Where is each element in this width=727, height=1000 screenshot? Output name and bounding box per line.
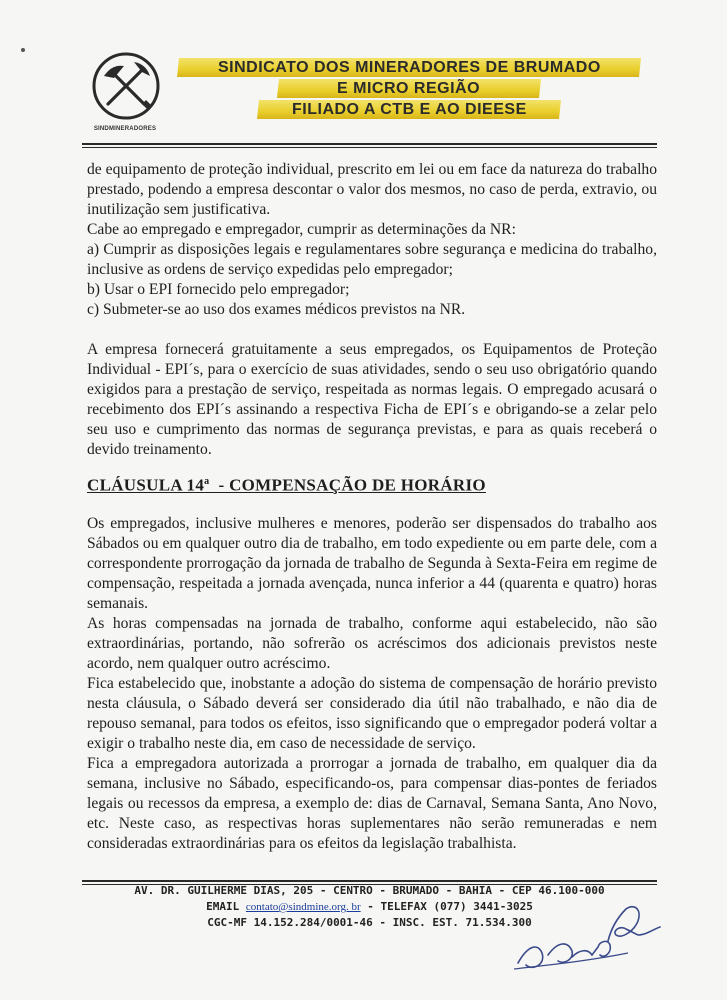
clause-heading: CLÁUSULA 14$^a$ - COMPENSAÇÃO DE HORÁRIO	[87, 475, 486, 495]
margin-dot	[21, 48, 25, 52]
paragraph: Cabe ao empregado e empregador, cumprir as determinações da NR:	[87, 221, 516, 238]
union-logo-icon	[90, 50, 162, 122]
logo-caption: SINDMINERADORES	[93, 126, 157, 132]
list-item: a) Cumprir as disposições legais e regulamentares sobre segurança e medicina do trabalho, inclusive as ordens de serviço expedidas pelo empregador;	[87, 241, 657, 278]
paragraph: As horas compensadas na jornada de trabalho, conforme aqui estabelecido, não são extraordinárias, portando, não sofrerão os acréscimos dos adicionais previstos neste acordo, nem qualquer outro acréscimo.	[87, 614, 657, 672]
list-item: b) Usar o EPI fornecido pelo empregador;	[87, 281, 350, 298]
header-rule	[82, 143, 657, 145]
paragraph: Fica estabelecido que, inobstante a adoção do sistema de compensação de horário previsto nesta cláusula, o Sábado deverá ser considerado dia útil não trabalhado, e não dia de repouso semanal, para todos os efeitos, isso significando que o empregador poderá voltar a exigir o trabalho neste dia, em caso de necessidade de serviço.	[87, 674, 657, 752]
letterhead	[82, 50, 642, 145]
header-line-1: SINDICATO DOS MINERADORES DE BRUMADO	[177, 58, 641, 77]
header-line-2: E MICRO REGIÃO	[277, 79, 541, 98]
union-name	[178, 58, 640, 119]
email-link[interactable]: contato@sindmine.org. br	[245, 901, 361, 913]
paragraph: A empresa fornecerá gratuitamente a seus empregados, os Equipamentos de Proteção Individual - EPI´s, para o exercício de suas atividades, sendo o seu uso obrigatório quando exigidos para a prestação de serviço, respeitada as normas legais. O empregado acusará o recebimento dos EPI´s assinando a respectiva Ficha de EPI´s e obrigando-se a zelar pelo seu uso e cumprimento das normas de segurança previstas, e para as quais receberá o devido treinamento.	[87, 341, 657, 458]
footer-contact: EMAIL contato@sindmine.org. br - TELEFAX (077) 3441-3025	[206, 900, 533, 913]
paragraph: de equipamento de proteção individual, prescrito em lei ou em face da natureza do trabalho prestado, podendo a empresa descontar o valor dos mesmos, no caso de perda, extravio, ou inutilização sem justificativa.	[87, 161, 657, 218]
list-item: c) Submeter-se ao uso dos exames médicos previstos na NR.	[87, 301, 466, 318]
header-rule-thin	[82, 147, 657, 148]
document-body	[87, 160, 657, 854]
header-line-3: FILIADO A CTB E AO DIEESE	[257, 100, 561, 119]
paragraph: Fica a empregadora autorizada a prorrogar a jornada de trabalho, em qualquer dia da semana, inclusive no Sábado, especificando-os, para compensar dias-pontes de feriados legais ou recessos da empresa, a exemplo de: dias de Carnaval, Semana Santa, Ano Novo, etc. Neste caso, as respectivas horas suplementares não serão remuneradas e nem consideradas extraordinárias para os efeitos da legislação trabalhista.	[87, 754, 657, 852]
footer-registration: CGC-MF 14.152.284/0001-46 - INSC. EST. 71.534.300	[207, 916, 532, 929]
handwritten-signature-icon	[508, 895, 668, 985]
footer-address: AV. DR. GUILHERME DIAS, 205 - CENTRO - BRUMADO - BAHIA - CEP 46.100-000	[134, 884, 605, 897]
paragraph: Os empregados, inclusive mulheres e menores, poderão ser dispensados do trabalho aos Sábados ou em qualquer outro dia de trabalho, em todo expediente ou em parte dele, com a correspondente prorrogação da jornada de trabalho de Segunda à Sexta-Feira em regime de compensação, respeitada a jornada avençada, nunca inferior a 44 (quarenta e quatro) horas semanais.	[87, 514, 657, 612]
footer-rule	[82, 880, 657, 882]
